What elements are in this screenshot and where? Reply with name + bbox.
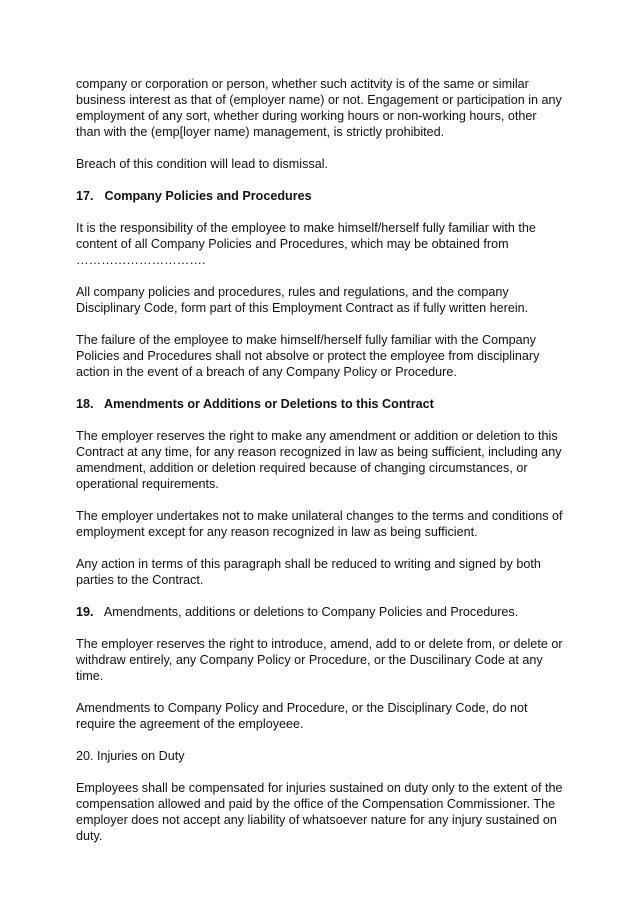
section-18-paragraph-1: The employer reserves the right to make any amendment or addition or deletion to this Contract at any time, for any reason recognized in law as being sufficient, including any amendment, addition or deletion required because of changing circumstances, or operational requirements. <box>76 429 562 491</box>
section-17-paragraph-1-dots: …………………………. <box>76 253 206 267</box>
section-17-heading <box>76 188 564 204</box>
intro-paragraph: company or corporation or person, whether such actitvity is of the same or similar business interest as that of (employer name) or not. Engagement or participation in any employment of any sort, whether during working hours or non-working hours, other than with the (emp[loyer name) management, is strictly prohibited. <box>76 77 562 139</box>
section-17-title: Company Policies and Procedures <box>104 189 312 203</box>
section-19-paragraph-1: The employer reserves the right to introduce, amend, add to or delete from, or delete or withdraw entirely, any Company Policy or Procedure, or the Duscilinary Code at any time. <box>76 637 563 683</box>
section-17-number: 17. <box>76 189 94 203</box>
section-18-title: Amendments or Additions or Deletions to this Contract <box>104 397 434 411</box>
section-19-number: 19. <box>76 605 94 619</box>
section-17-paragraph-3: The failure of the employee to make himself/herself fully familiar with the Company Policies and Procedures shall not absolve or protect the employee from disciplinary action in the event of a breach of any Company Policy or Procedure. <box>76 333 540 379</box>
section-19-title: Amendments, additions or deletions to Company Policies and Procedures. <box>103 605 519 619</box>
section-17-paragraph-2: All company policies and procedures, rules and regulations, and the company Disciplinary Code, form part of this Employment Contract as if fully written herein. <box>76 285 529 315</box>
document-page <box>76 76 564 860</box>
section-20-paragraph-1: Employees shall be compensated for injuries sustained on duty only to the extent of the compensation allowed and paid by the office of the Compensation Commissioner. The employer does not accept any liability of whatsoever nature for any injury sustained on duty. <box>76 781 563 843</box>
section-17-paragraph-1-text: It is the responsibility of the employee to make himself/herself fully familiar with the content of all Company Policies and Procedures, which may be obtained from <box>76 221 536 251</box>
section-18-heading <box>76 396 564 412</box>
section-18-paragraph-3: Any action in terms of this paragraph shall be reduced to writing and signed by both parties to the Contract. <box>76 557 541 587</box>
breach-paragraph: Breach of this condition will lead to dismissal. <box>76 157 328 171</box>
section-19-paragraph-2: Amendments to Company Policy and Procedure, or the Disciplinary Code, do not require the agreement of the employeee. <box>76 701 528 731</box>
section-17-paragraph-1 <box>76 220 564 268</box>
section-20-heading: 20. Injuries on Duty <box>76 749 185 763</box>
section-19-heading <box>76 604 564 620</box>
section-18-paragraph-2: The employer undertakes not to make unilateral changes to the terms and conditions of employment except for any reason recognized in law as being sufficient. <box>76 509 563 539</box>
section-18-number: 18. <box>76 397 94 411</box>
